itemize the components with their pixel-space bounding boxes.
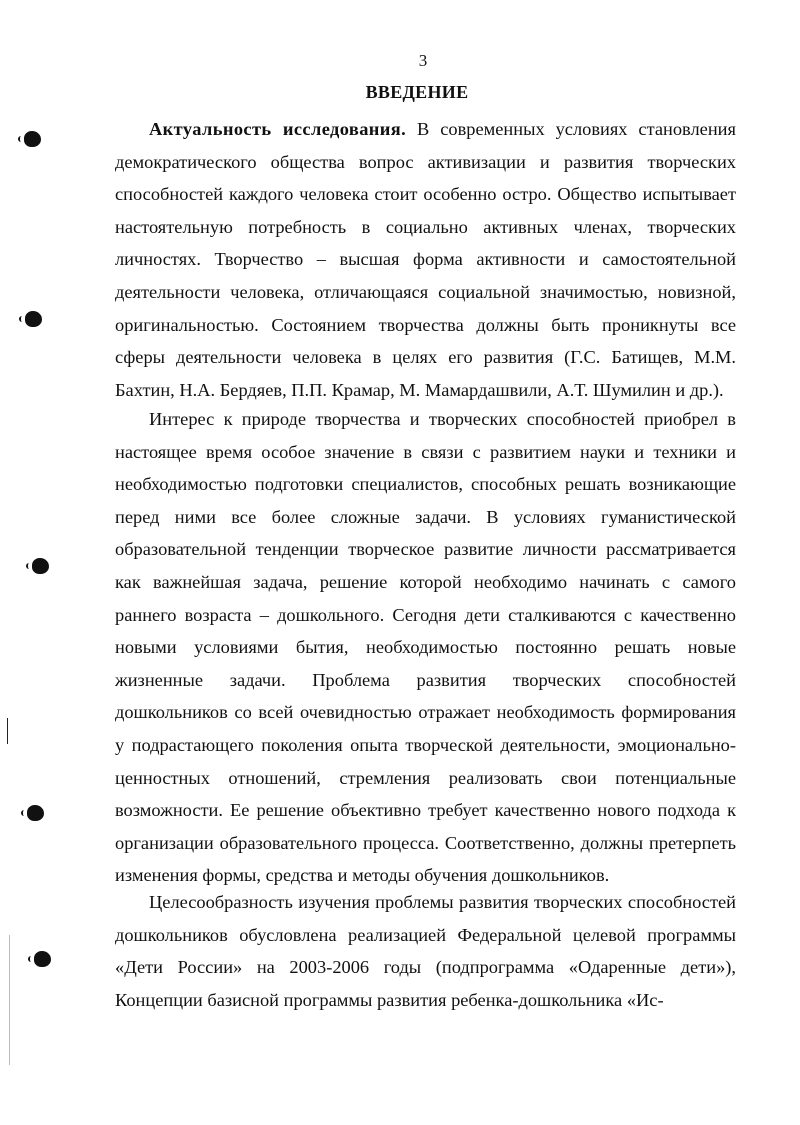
scan-edge-mark [9,935,10,1065]
page-number: 3 [418,51,428,70]
paragraph-text: В современных условиях становления демократического общества вопрос активизации и развития творческих способностей каждого человека стоит особенно остро. Общество испытывает настоятельную потребность в социально активных членах, творческих личностях. Творчество – высшая форма активности и самостоятельной деятельности человека, отличающаяся социальной значимостью, новизной, оригинальностью. Состоянием творчества должны быть проникнуты все сферы деятельности человека в целях его развития (Г.С. Батищев, М.М. Бахтин, Н.А. Бердяев, П.П. Крамар, М. Мамардашвили, А.Т. Шумилин и др.). [115,119,736,400]
binder-hole-mark [24,131,41,147]
section-heading: ВВЕДЕНИЕ [365,82,469,102]
paragraph-interest [115,403,736,892]
binder-hole-mark [25,311,42,327]
scan-edge-mark [7,718,8,744]
paragraph-relevance [115,113,736,406]
paragraph-text: Интерес к природе творчества и творческих способностей приобрел в настоящее время особое значение в связи с развитием науки и техники и необходимостью подготовки специалистов, способных решать возникающие перед ними все более сложные задачи. В условиях гуманистической образовательной тенденции творческое развитие личности рассматривается как важнейшая задача, решение которой необходимо начинать с самого раннего возраста – дошкольного. Сегодня дети сталкиваются с качественно новыми условиями бытия, необходимостью постоянно решать новые жизненные задачи. Проблема развития творческих способностей дошкольников со всей очевидностью отражает необходимость формирования у подрастающего поколения опыта творческой деятельности, эмоционально-ценностных отношений, стремления реализовать свои потенциальные возможности. Ее решение объективно требует качественно нового подхода к организации образовательного процесса. Соответственно, должны претерпеть изменения формы, средства и методы обучения дошкольников. [115,409,736,886]
binder-hole-mark [27,805,44,821]
paragraph-lead: Актуальность исследования. [149,119,407,139]
binder-hole-mark [32,558,49,574]
binder-hole-mark [34,951,51,967]
paragraph-expediency [115,886,736,1016]
paragraph-text: Целесообразность изучения проблемы развития творческих способностей дошкольников обусловлена реализацией Федеральной целевой программы «Дети России» на 2003-2006 годы (подпрограмма «Одаренные дети»), Концепции базисной программы развития ребенка-дошкольника «Ис- [115,892,736,1010]
